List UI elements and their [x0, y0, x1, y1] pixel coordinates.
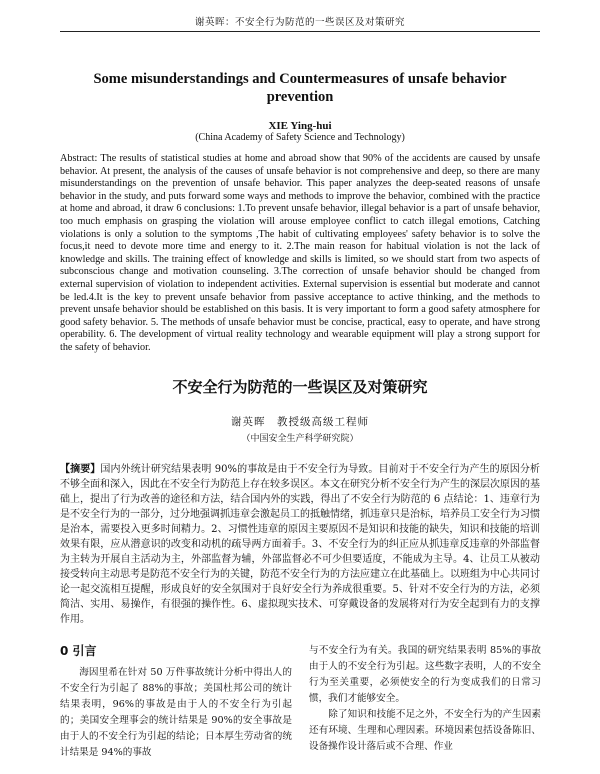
chinese-author: 谢英晖 教授级高级工程师: [231, 416, 369, 428]
body-paragraph: 与不安全行为有关。我国的研究结果表明 85%的事故由于人的不安全行为引起。这些数字表明，人的不安全行为至关重要，必须使安全的行为变成我们的日常习惯，我们才能够安全。: [309, 645, 541, 704]
chinese-abstract: [60, 462, 540, 627]
chinese-abstract-text: 国内外统计研究结果表明 90%的事故是由于不安全行为导致。目前对于不安全行为产生的原因分析不够全面和深入，因此在不安全行为防范上存在较多误区。本文在研究分析不安全行为产生的深层次原因的基础上，提出了行为改善的途径和方法，结合国内外的实践，得出了不安全行为防范的 6 点结论：1、违章行为是不安全行为的一部分，过分地强调抓违章会激起员工的抵触情绪，抓违章只是治标，培养员工安全行为习惯是治本，需要投入更多时间精力。2、习惯性违章的原因主要原因不是知识和技能的缺失，知识和技能的培训效果有限，应从潜意识的改变和动机的疏导两方面着手。3、不安全行为的纠正应从抓违章反违章的外部监督为主转为开展自主活动为主，外部监督为辅，外部监督必不可少但要适度，不能成为主导。4、让员工从被动接受转向主动思考是防范不安全行为的关键，防范不安全行为的方法应建立在此基础上。以班组为中心共同讨论一起交流相互提醒，形成良好的安全氛围对于良好安全行为养成很重要。5、针对不安全行为的方法，必须简洁、实用、易操作，有很强的操作性。6、虚拟现实技术、可穿戴设备的发展将对行为安全起到有力的支撑作用。: [60, 464, 541, 625]
english-title: Some misunderstandings and Countermeasures of unsafe behavior prevention: [93, 71, 507, 105]
running-head: 谢英晖：不安全行为防范的一些误区及对策研究: [194, 17, 405, 28]
body-paragraph: 海因里希在针对 50 万件事故统计分析中得出人的不安全行为引起了 88%的事故；美国杜邦公司的统计结果表明，96%的事故是由于人的不安全行为引起的；美国安全理事会的统计结果是 90%的安全事故是由于人的不安全行为引起的结论；日本厚生劳动省的统计结果是 94%的事故: [60, 667, 292, 758]
english-author: XIE Ying-hui: [268, 120, 332, 132]
chinese-affiliation: （中国安全生产科学研究院）: [241, 434, 359, 444]
body-right-column: [309, 643, 541, 755]
section-heading: 0 引言: [60, 644, 97, 658]
header-rule: [60, 31, 540, 32]
chinese-abstract-label: 【摘要】: [60, 464, 101, 475]
body-left-column: [60, 643, 292, 761]
body-paragraph: 除了知识和技能不足之外，不安全行为的产生因素还有环境、生理和心理因素。环境因素包括设备陈旧、设备操作设计落后或不合理、作业: [309, 709, 541, 752]
english-affiliation: (China Academy of Safety Science and Technology): [195, 132, 405, 143]
english-abstract: Abstract: The results of statistical studies at home and abroad show that 90% of the accidents are caused by unsafe behavior. At present, the analysis of the causes of unsafe behavior is not comprehensive and deep, so there are many misunderstandings on the prevention of unsafe behavior. This paper analyzes the deep-seated reasons of unsafe behavior in the study, and puts forward some ways and methods to improve the behavior, combined with the practice at home and abroad, it draw 6 conclusions: 1.To prevent unsafe behavior, illegal behavior is a part of unsafe behavior, too much emphasis on grasping the violation will arouse employee conflict to catch illegal emotions, Catching violations is only a solution to the symptoms ,The habit of cultivating employees' safety behavior is to solve the focus,it need to devote more time and energy to it. 2.The main reason for habitual violation is not the lack of knowledge and skills. The training effect of knowledge and skills is limited, so we should start from two aspects of subconscious change and motivation counseling. 3.The correction of unsafe behavior should be changed from external supervision of violation to independent activities. External supervision is essential but moderate and cannot be led.4.It is the key to prevent unsafe behavior from passive acceptance to active thinking, and the methods to prevent unsafe behavior should be established on this basis. It is very important to form a good safety atmosphere for good safety behavior. 5. The methods of unsafe behavior must be concise, practical, easy to operate, and have strong operability. 6. The development of virtual reality technology and wearable equipment will play a strong support for the safety of behavior.: [60, 153, 540, 353]
chinese-title: 不安全行为防范的一些误区及对策研究: [172, 378, 428, 396]
